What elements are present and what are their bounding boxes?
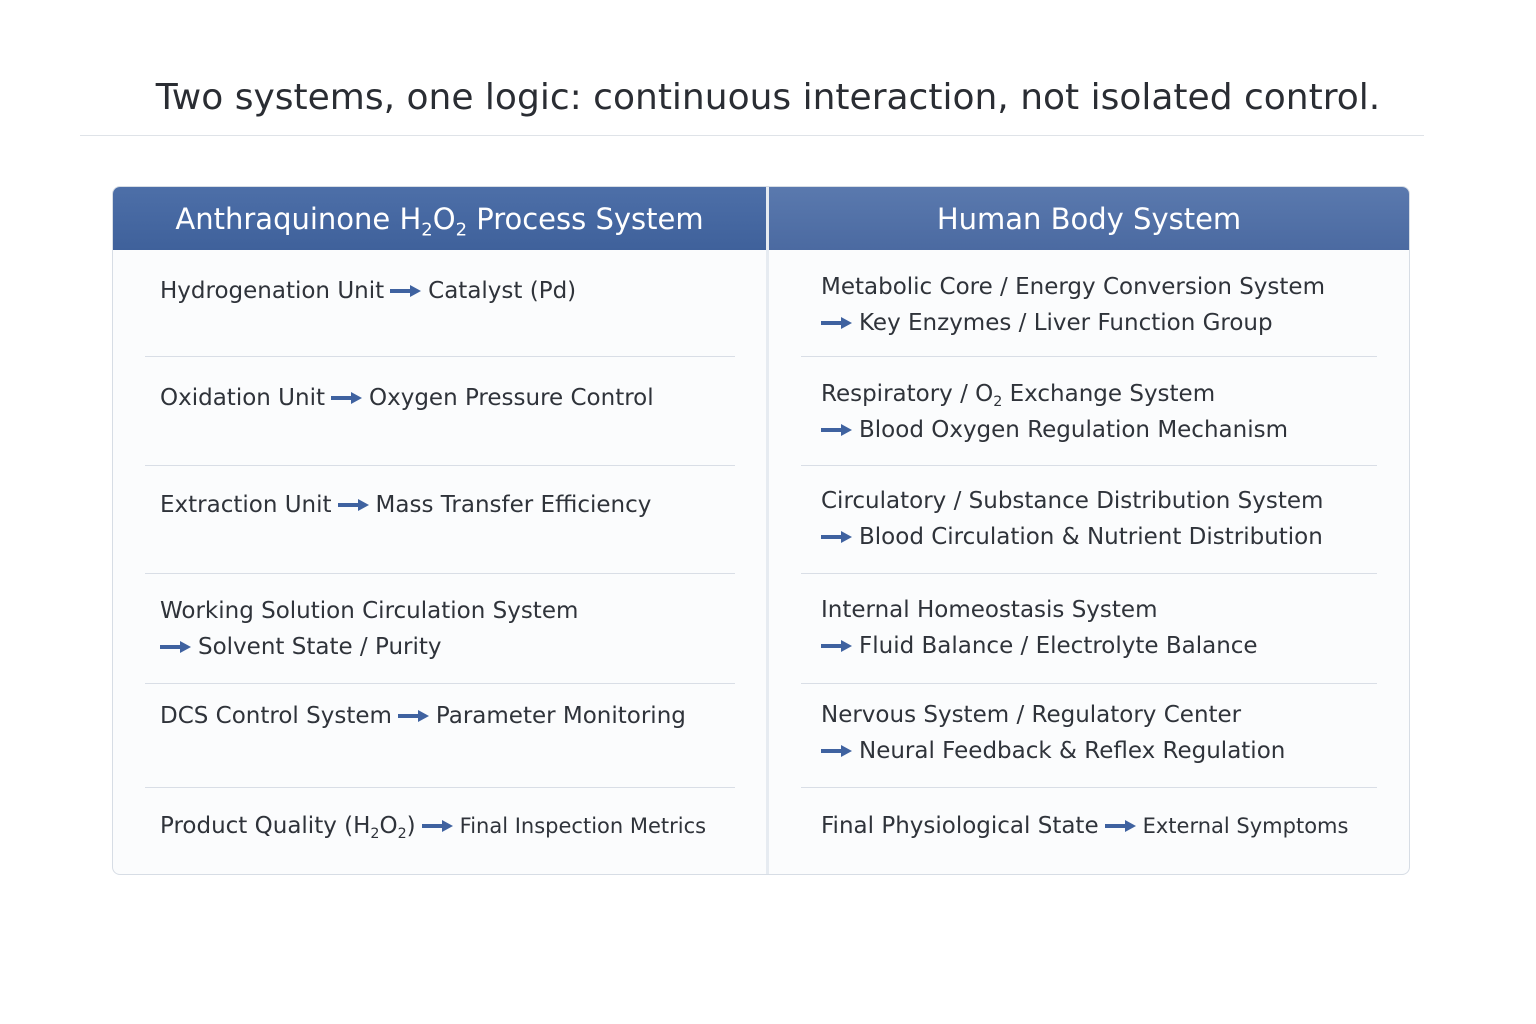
row-source: Hydrogenation Unit: [160, 278, 385, 304]
list-item: [160, 487, 740, 523]
row-target: Final Inspection Metrics: [459, 814, 707, 838]
row-source: Internal Homeostasis System: [821, 597, 1158, 623]
right-arrow-icon: [390, 284, 422, 298]
right-arrow-icon: [821, 639, 853, 653]
row-target: Oxygen Pressure Control: [369, 385, 654, 411]
row-divider: [801, 683, 1377, 684]
body-system-header: [769, 187, 1409, 250]
row-target: External Symptoms: [1142, 814, 1349, 838]
row-source: Metabolic Core / Energy Conversion System: [821, 274, 1325, 300]
page-title: Two systems, one logic: continuous interaction, not isolated control.: [155, 77, 1381, 118]
list-item: [821, 697, 1401, 769]
row-target: Parameter Monitoring: [435, 703, 686, 729]
row-source: Extraction Unit: [160, 492, 332, 518]
header-text: Human Body System: [936, 201, 1242, 236]
row-target: Neural Feedback & Reflex Regulation: [859, 738, 1286, 764]
row-target: Blood Oxygen Regulation Mechanism: [859, 417, 1288, 443]
row-divider: [145, 683, 735, 684]
title-divider: [80, 135, 1424, 136]
process-system-column: [113, 187, 766, 874]
body-system-column: [769, 187, 1409, 874]
row-divider: [801, 787, 1377, 788]
right-arrow-icon: [331, 391, 363, 405]
list-item: [821, 808, 1401, 844]
row-divider: [145, 465, 735, 466]
list-item: [821, 592, 1401, 664]
right-arrow-icon: [821, 423, 853, 437]
row-source: Final Physiological State: [821, 813, 1099, 839]
row-divider: [801, 465, 1377, 466]
row-target: Solvent State / Purity: [198, 634, 442, 660]
row-divider: [801, 573, 1377, 574]
right-arrow-icon: [422, 819, 454, 833]
right-arrow-icon: [398, 709, 430, 723]
row-divider: [801, 356, 1377, 357]
header-text: Anthraquinone $H_2O_2$ Process System: [175, 201, 704, 240]
row-divider: [145, 787, 735, 788]
row-target: Blood Circulation & Nutrient Distribution: [859, 524, 1323, 550]
row-source: Nervous System / Regulatory Center: [821, 702, 1242, 728]
right-arrow-icon: [821, 316, 853, 330]
right-arrow-icon: [1105, 819, 1137, 833]
row-target: Fluid Balance / Electrolyte Balance: [859, 633, 1258, 659]
right-arrow-icon: [821, 530, 853, 544]
row-target: Mass Transfer Efficiency: [375, 492, 652, 518]
row-target: Key Enzymes / Liver Function Group: [859, 310, 1273, 336]
row-divider: [145, 356, 735, 357]
list-item: [821, 269, 1401, 341]
row-source: Working Solution Circulation System: [160, 598, 579, 624]
row-source: DCS Control System: [160, 703, 392, 729]
right-arrow-icon: [338, 498, 370, 512]
list-item: [160, 273, 740, 309]
right-arrow-icon: [821, 744, 853, 758]
right-arrow-icon: [160, 640, 192, 654]
row-source: Respiratory / $O_2$ Exchange System: [821, 381, 1216, 410]
row-target: Catalyst (Pd): [428, 278, 577, 304]
list-item: [821, 376, 1401, 448]
row-source: Oxidation Unit: [160, 385, 325, 411]
list-item: [160, 593, 740, 665]
list-item: [821, 483, 1401, 555]
row-source: Product Quality $(H_2O_2)$: [160, 813, 416, 842]
process-system-header: [113, 187, 766, 250]
comparison-table: [112, 186, 1410, 875]
list-item: [160, 808, 740, 844]
row-divider: [145, 573, 735, 574]
list-item: [160, 380, 740, 416]
row-source: Circulatory / Substance Distribution System: [821, 488, 1324, 514]
list-item: [160, 698, 740, 734]
